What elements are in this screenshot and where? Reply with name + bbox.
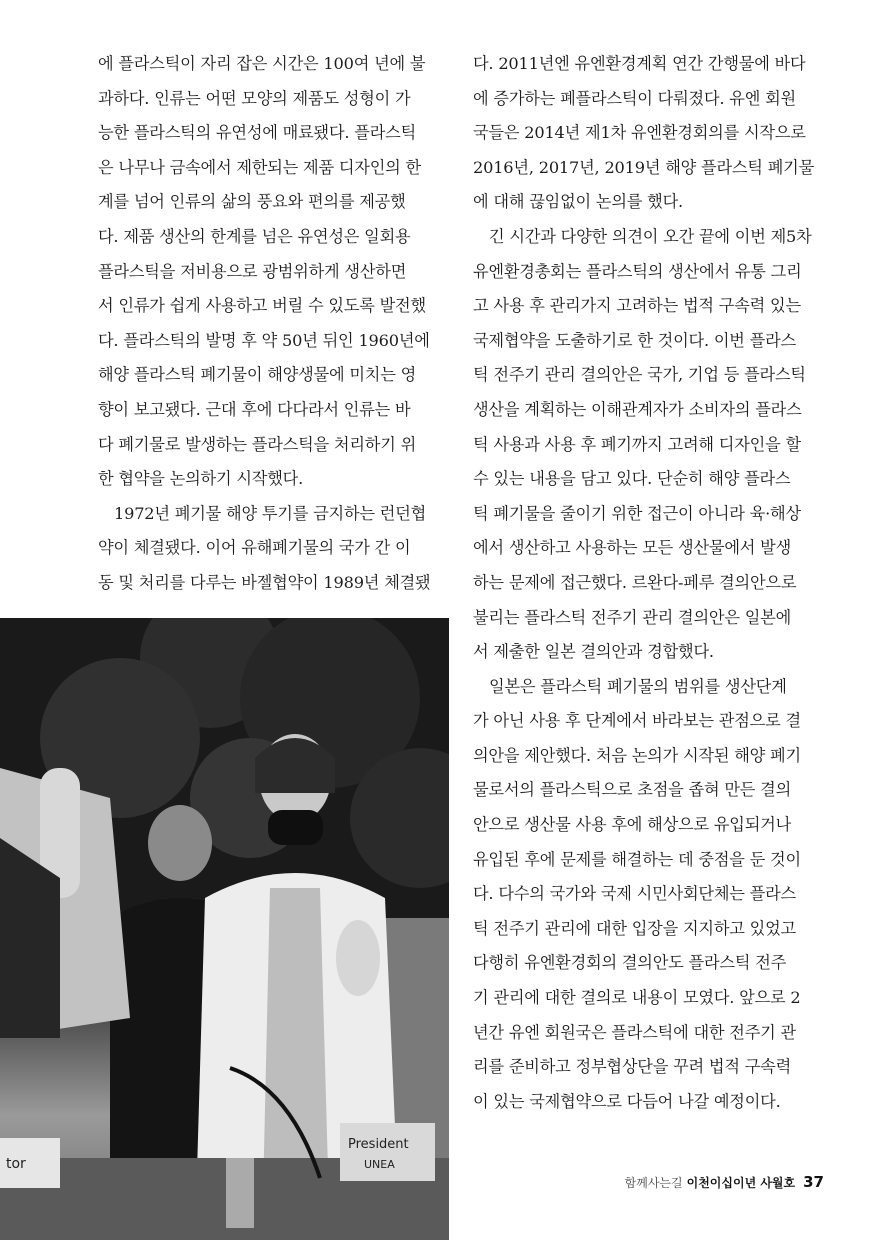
text-line: 이 있는 국제협약으로 다듬어 나갈 예정이다. <box>473 1091 781 1111</box>
text-line: 에 대해 끊임없이 논의를 했다. <box>473 192 683 212</box>
placard-unea-text: UNEA <box>364 1158 395 1171</box>
text-line: 다행히 유엔환경회의 결의안도 플라스틱 전주 <box>473 953 787 973</box>
text-line: 년간 유엔 회원국은 플라스틱에 대한 전주기 관 <box>473 1022 796 1042</box>
text-line: 틱 전주기 관리 결의안은 국가, 기업 등 플라스틱 <box>473 365 806 385</box>
text-line: 은 나무나 금속에서 제한되는 제품 디자인의 한 <box>98 157 421 177</box>
text-line: 가 아닌 사용 후 단계에서 바라보는 관점으로 결 <box>473 711 801 731</box>
text-line: 2016년, 2017년, 2019년 해양 플라스틱 폐기물 <box>473 157 815 177</box>
text-line: 리를 준비하고 정부협상단을 꾸려 법적 구속력 <box>473 1057 792 1077</box>
page-footer <box>625 1173 824 1191</box>
magazine-name: 함께사는길 <box>624 1176 683 1190</box>
text-line: 다. 2011년엔 유엔환경계획 연간 간행물에 바다 <box>473 54 806 73</box>
text-line: 서 인류가 쉽게 사용하고 버릴 수 있도록 발전했 <box>98 296 426 316</box>
text-line: 동 및 처리를 다루는 바젤협약이 1989년 체결됐 <box>98 572 431 592</box>
text-line: 수 있는 내용을 담고 있다. 단순히 해양 플라스 <box>473 469 791 489</box>
text-line: 한 협약을 논의하기 시작했다. <box>98 469 304 489</box>
text-line: 약이 체결됐다. 이어 유해폐기물의 국가 간 이 <box>98 538 411 558</box>
text-line: 다. 플라스틱의 발명 후 약 50년 뒤인 1960년에 <box>98 330 430 350</box>
text-line: 일본은 플라스틱 폐기물의 범위를 생산단계 <box>489 676 787 696</box>
photo-illustration <box>0 618 449 1240</box>
text-line: 해양 플라스틱 폐기물이 해양생물에 미치는 영 <box>98 365 417 385</box>
placard-president-text: President <box>348 1137 409 1152</box>
text-line: 안으로 생산물 사용 후에 해상으로 유입되거나 <box>473 815 792 835</box>
magazine-issue: 이천이십이년 사월호 <box>686 1176 796 1190</box>
text-line: 생산을 계획하는 이해관계자가 소비자의 플라스 <box>473 399 802 419</box>
text-line: 불리는 플라스틱 전주기 관리 결의안은 일본에 <box>473 607 792 627</box>
text-line: 향이 보고됐다. 근대 후에 다다라서 인류는 바 <box>98 399 411 419</box>
page-number: 37 <box>803 1173 824 1191</box>
text-line: 계를 넘어 인류의 삶의 풍요와 편의를 제공했 <box>98 192 406 212</box>
text-line: 고 사용 후 관리가지 고려하는 법적 구속력 있는 <box>473 296 801 316</box>
text-line: 물로서의 플라스틱으로 초점을 좁혀 만든 결의 <box>473 780 792 800</box>
text-line: 에 증가하는 폐플라스틱이 다뤄졌다. 유엔 회원 <box>473 88 796 108</box>
text-line: 기 관리에 대한 결의로 내용이 모였다. 앞으로 2 <box>473 988 801 1008</box>
text-line: 유엔환경총회는 플라스틱의 생산에서 유통 그리 <box>473 261 802 281</box>
placard-left-text: tor <box>6 1156 26 1172</box>
text-line: 틱 전주기 관리에 대한 입장을 지지하고 있었고 <box>473 918 796 938</box>
text-line: 다. 제품 생산의 한계를 넘은 유연성은 일회용 <box>98 226 411 246</box>
text-line: 에 플라스틱이 자리 잡은 시간은 100여 년에 불 <box>98 54 426 73</box>
text-line: 유입된 후에 문제를 해결하는 데 중점을 둔 것이 <box>473 849 801 869</box>
text-line: 긴 시간과 다양한 의견이 오간 끝에 이번 제5차 <box>489 226 812 246</box>
right-text-column <box>473 47 828 1119</box>
left-text-column <box>98 47 453 601</box>
text-line: 틱 폐기물을 줄이기 위한 접근이 아니라 육·해상 <box>473 503 801 523</box>
text-line: 틱 사용과 사용 후 폐기까지 고려해 디자인을 할 <box>473 434 801 454</box>
text-line: 하는 문제에 접근했다. 르완다-페루 결의안으로 <box>473 572 797 592</box>
article-photo <box>0 618 449 1240</box>
text-line: 다 폐기물로 발생하는 플라스틱을 처리하기 위 <box>98 434 417 454</box>
text-line: 다. 다수의 국가와 국제 시민사회단체는 플라스 <box>473 884 796 904</box>
text-line: 플라스틱을 저비용으로 광범위하게 생산하면 <box>98 261 407 281</box>
text-line: 국들은 2014년 제1차 유엔환경회의를 시작으로 <box>473 123 806 143</box>
text-line: 서 제출한 일본 결의안과 경합했다. <box>473 642 714 662</box>
text-line: 의안을 제안했다. 처음 논의가 시작된 해양 폐기 <box>473 745 801 765</box>
text-line: 능한 플라스틱의 유연성에 매료됐다. 플라스틱 <box>98 123 417 143</box>
text-line: 에서 생산하고 사용하는 모든 생산물에서 발생 <box>473 538 792 558</box>
text-line: 1972년 폐기물 해양 투기를 금지하는 런던협 <box>114 503 427 523</box>
text-line: 과하다. 인류는 어떤 모양의 제품도 성형이 가 <box>98 88 411 108</box>
text-line: 국제협약을 도출하기로 한 것이다. 이번 플라스 <box>473 330 796 350</box>
